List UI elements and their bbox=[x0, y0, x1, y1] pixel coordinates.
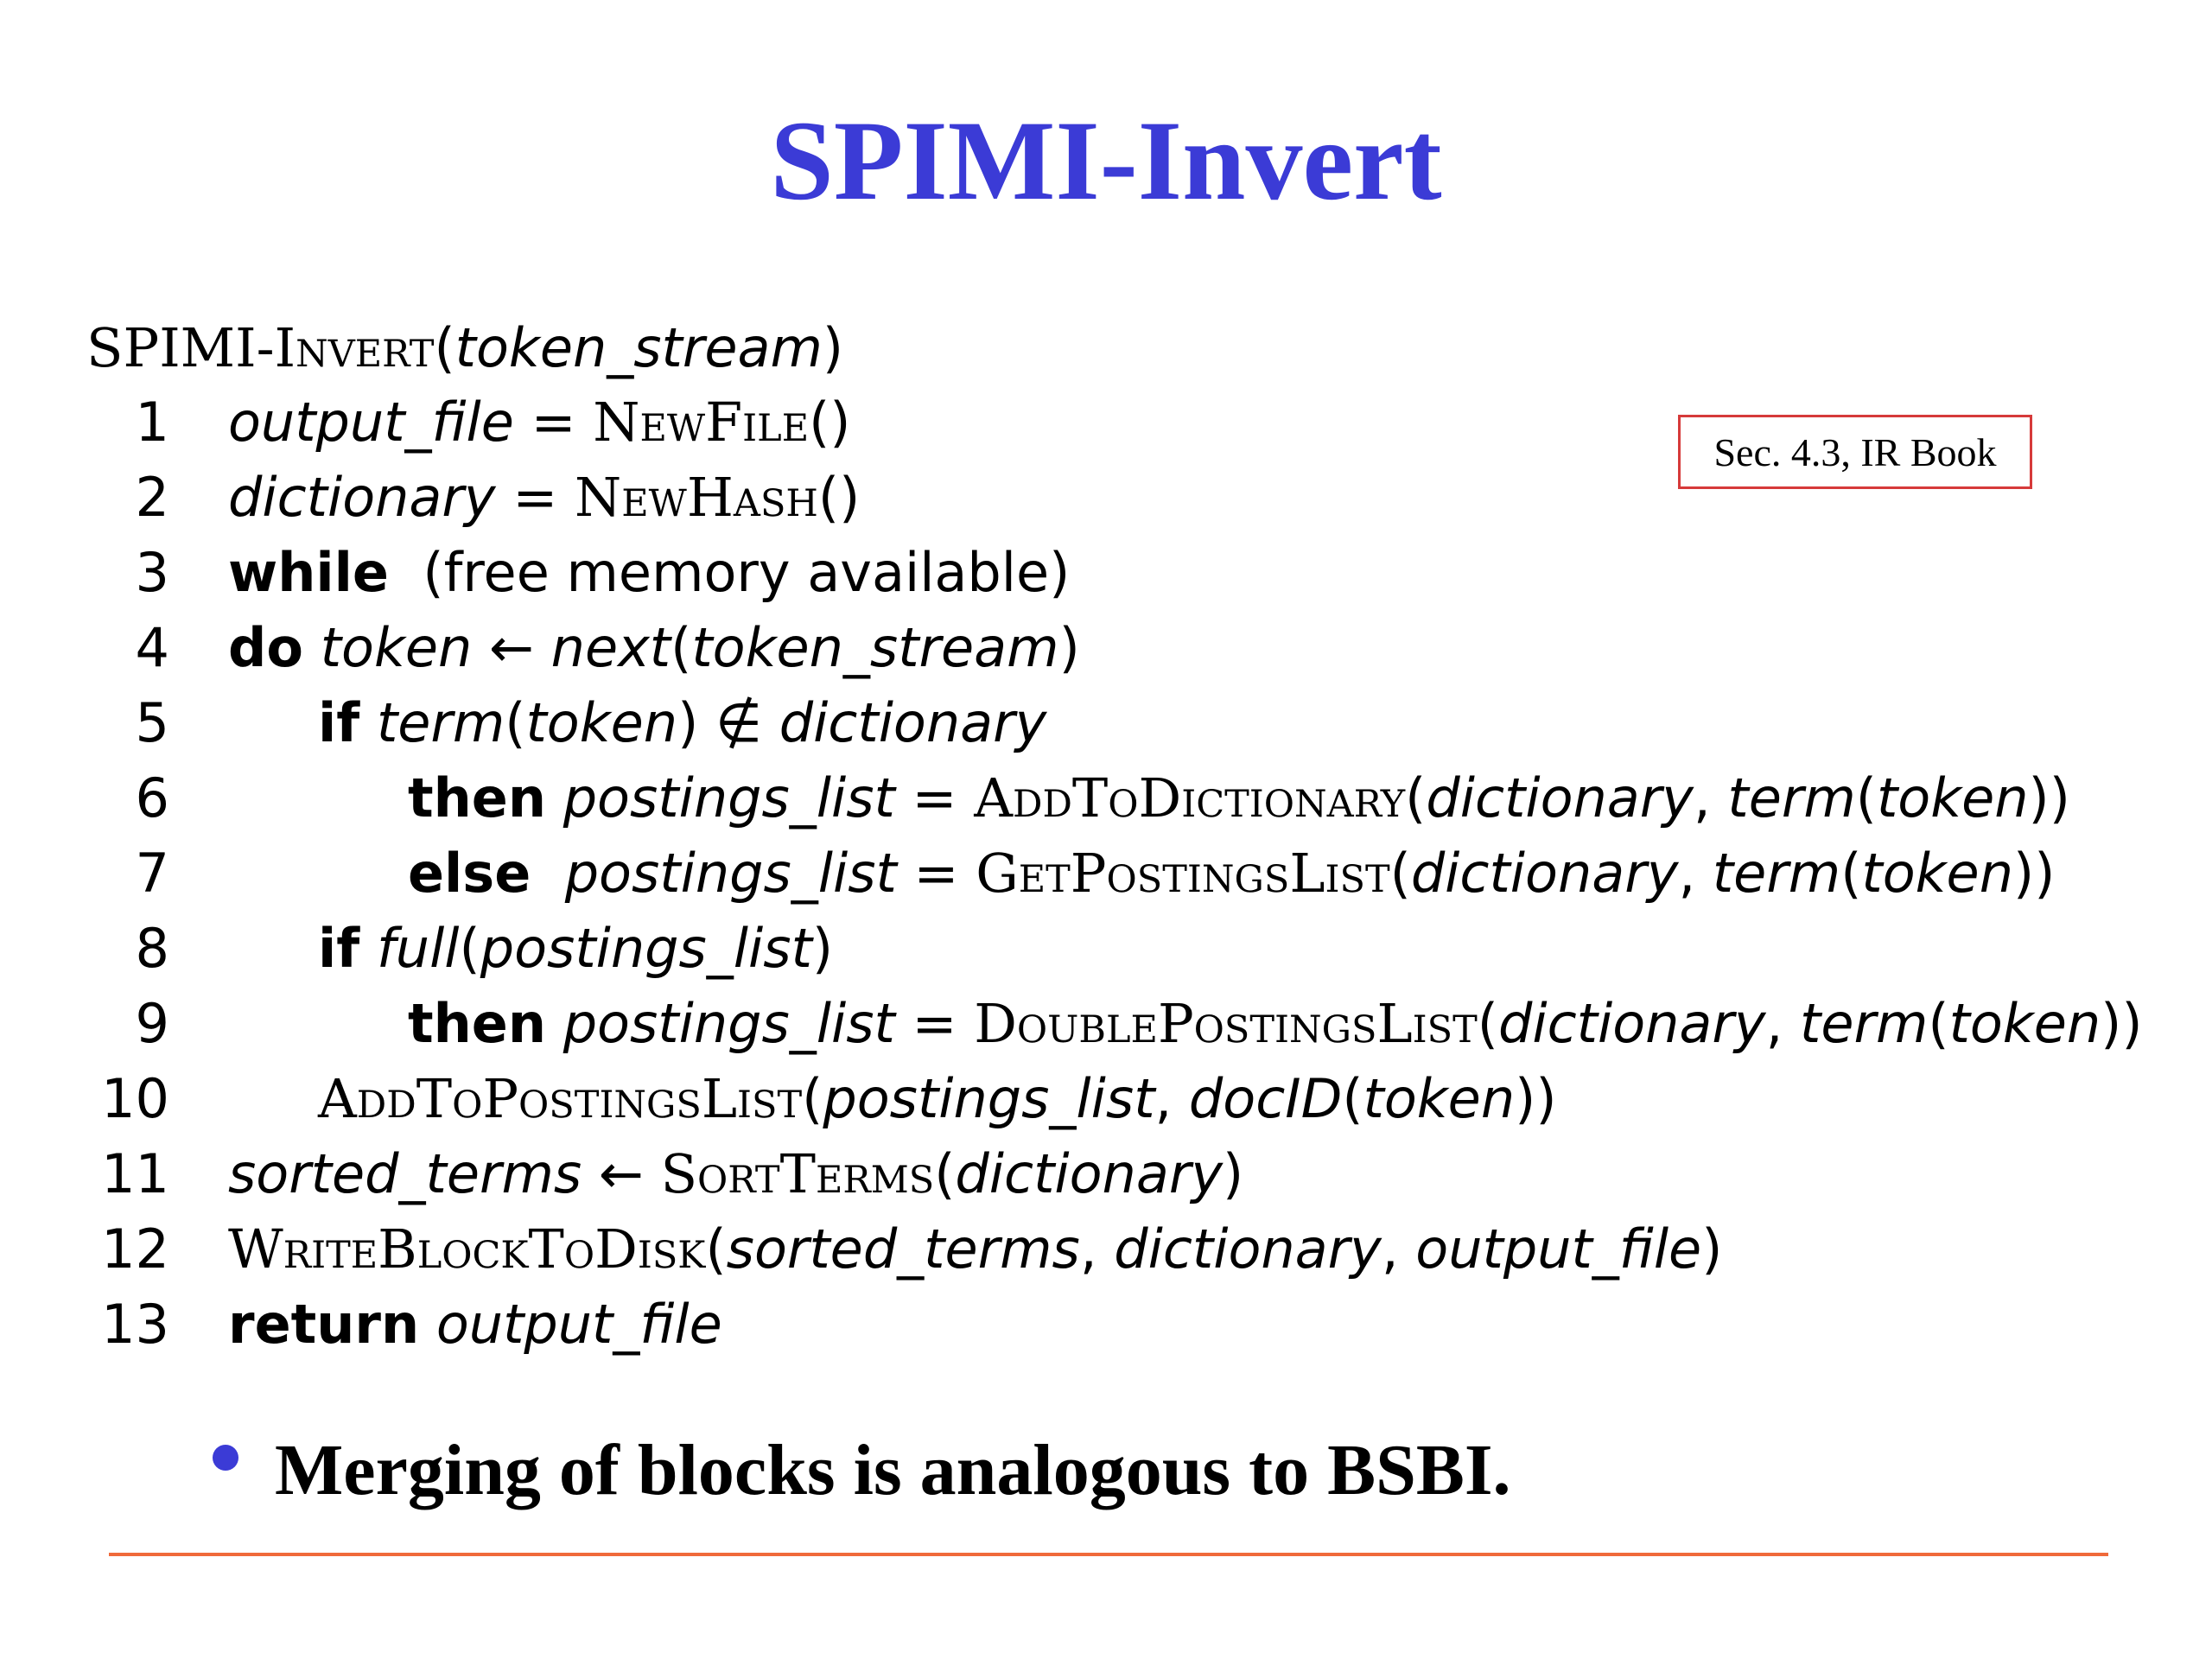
symbol: )) bbox=[2013, 842, 2056, 905]
slide-title: SPIMI-Invert bbox=[770, 97, 1442, 224]
procedure-argument: token_stream bbox=[454, 316, 823, 379]
variable: dictionary bbox=[1114, 1217, 1382, 1281]
function-name: SortTerms bbox=[660, 1142, 935, 1205]
symbol: ) bbox=[1058, 616, 1080, 679]
line-code bbox=[408, 987, 2143, 1061]
variable: postings_list bbox=[823, 1067, 1155, 1130]
line-code bbox=[228, 1287, 722, 1362]
line-code bbox=[228, 1137, 1243, 1211]
symbol: = bbox=[896, 842, 976, 905]
line-number: 7 bbox=[135, 842, 169, 905]
line-code bbox=[318, 1062, 1557, 1136]
algorithm-header bbox=[86, 311, 843, 385]
bullet-icon bbox=[213, 1445, 238, 1471]
symbol bbox=[303, 616, 321, 679]
variable: dictionary bbox=[1410, 842, 1679, 905]
keyword: else bbox=[408, 842, 531, 905]
open-paren: ( bbox=[434, 316, 455, 379]
line-number: 8 bbox=[135, 917, 169, 980]
variable: postings_list bbox=[564, 842, 897, 905]
symbol: ( bbox=[671, 616, 692, 679]
variable: next bbox=[550, 616, 671, 679]
line-code bbox=[228, 385, 850, 460]
symbol: , bbox=[1678, 842, 1713, 905]
variable: token bbox=[1363, 1067, 1516, 1130]
line-number: 1 bbox=[135, 391, 169, 454]
function-name: GetPostingsList bbox=[976, 842, 1390, 905]
function-name: WriteBlockToDisk bbox=[228, 1217, 706, 1281]
variable: postings_list bbox=[563, 992, 895, 1055]
line-number: 6 bbox=[135, 766, 169, 830]
line-code bbox=[318, 686, 1046, 760]
variable: full bbox=[376, 917, 460, 980]
variable: docID bbox=[1188, 1067, 1343, 1130]
symbol: , bbox=[1154, 1067, 1189, 1130]
variable: term bbox=[376, 691, 505, 754]
line-code bbox=[318, 912, 833, 986]
keyword: if bbox=[318, 691, 360, 754]
variable: token_stream bbox=[691, 616, 1059, 679]
variable: postings_list bbox=[480, 917, 812, 980]
symbol: ( bbox=[1477, 992, 1498, 1055]
symbol: ( bbox=[459, 917, 480, 980]
keyword: then bbox=[408, 992, 546, 1055]
reference-box bbox=[1678, 415, 2032, 489]
variable: output_file bbox=[1415, 1217, 1702, 1281]
symbol: ( bbox=[802, 1067, 823, 1130]
symbol: , bbox=[1693, 766, 1728, 830]
symbol: )) bbox=[2028, 766, 2070, 830]
keyword: do bbox=[228, 616, 303, 679]
variable: sorted_terms bbox=[726, 1217, 1080, 1281]
variable: dictionary bbox=[1426, 766, 1694, 830]
reference-label: Sec. 4.3, IR Book bbox=[1713, 429, 1997, 474]
variable: output_file bbox=[435, 1293, 722, 1356]
variable: term bbox=[1800, 992, 1929, 1055]
symbol: ← bbox=[472, 616, 551, 679]
close-paren: ) bbox=[822, 316, 844, 379]
variable: token bbox=[1948, 992, 2101, 1055]
variable: output_file bbox=[228, 391, 514, 454]
keyword: return bbox=[228, 1293, 420, 1356]
symbol: ( bbox=[1405, 766, 1427, 830]
line-code bbox=[408, 761, 2070, 836]
function-name: DoublePostingsList bbox=[974, 992, 1478, 1055]
symbol: ) bbox=[811, 917, 834, 980]
line-number: 3 bbox=[135, 541, 169, 604]
line-number: 13 bbox=[101, 1293, 169, 1356]
symbol: ) bbox=[1701, 1217, 1723, 1281]
symbol bbox=[546, 766, 563, 830]
line-number: 11 bbox=[101, 1142, 169, 1205]
symbol: ( bbox=[1855, 766, 1877, 830]
symbol: ( bbox=[505, 691, 526, 754]
symbol bbox=[531, 842, 564, 905]
symbol: = bbox=[894, 766, 975, 830]
variable: postings_list bbox=[563, 766, 895, 830]
function-name: AddToPostingsList bbox=[318, 1067, 803, 1130]
variable: sorted_terms bbox=[228, 1142, 582, 1205]
footer-rule bbox=[109, 1553, 2108, 1556]
symbol bbox=[359, 917, 377, 980]
symbol: , bbox=[1079, 1217, 1115, 1281]
symbol: ) ∉ bbox=[677, 691, 779, 754]
symbol: (free memory available) bbox=[388, 541, 1071, 604]
line-code bbox=[228, 1212, 1722, 1287]
symbol: ( bbox=[1840, 842, 1862, 905]
variable: token bbox=[1861, 842, 2013, 905]
function-name: NewHash bbox=[574, 466, 818, 529]
symbol: () bbox=[809, 391, 851, 454]
symbol bbox=[419, 1293, 436, 1356]
line-number: 5 bbox=[135, 691, 169, 754]
keyword: while bbox=[228, 541, 389, 604]
line-number: 12 bbox=[101, 1217, 169, 1281]
symbol: ( bbox=[1928, 992, 1949, 1055]
variable: dictionary bbox=[1497, 992, 1766, 1055]
line-number: 9 bbox=[135, 992, 169, 1055]
variable: token bbox=[320, 616, 473, 679]
keyword: then bbox=[408, 766, 546, 830]
symbol: = bbox=[894, 992, 975, 1055]
symbol bbox=[359, 691, 377, 754]
variable: dictionary bbox=[955, 1142, 1224, 1205]
symbol: () bbox=[817, 466, 861, 529]
variable: dictionary bbox=[779, 691, 1047, 754]
symbol: = bbox=[495, 466, 575, 529]
symbol: ← bbox=[582, 1142, 661, 1205]
symbol: , bbox=[1765, 992, 1801, 1055]
symbol: ) bbox=[1223, 1142, 1244, 1205]
variable: token bbox=[525, 691, 678, 754]
line-code bbox=[408, 836, 2055, 911]
symbol: ( bbox=[934, 1142, 956, 1205]
procedure-name: SPIMI-Invert bbox=[86, 316, 435, 379]
variable: term bbox=[1712, 842, 1841, 905]
line-code bbox=[228, 611, 1080, 685]
symbol: )) bbox=[2101, 992, 2143, 1055]
symbol: , bbox=[1381, 1217, 1416, 1281]
symbol bbox=[546, 992, 563, 1055]
function-name: NewFile bbox=[593, 391, 810, 454]
variable: dictionary bbox=[228, 466, 496, 529]
line-number: 4 bbox=[135, 616, 169, 679]
variable: term bbox=[1727, 766, 1856, 830]
symbol: ( bbox=[1342, 1067, 1363, 1130]
symbol: ( bbox=[1389, 842, 1411, 905]
keyword: if bbox=[318, 917, 360, 980]
line-code bbox=[228, 536, 1070, 610]
line-number: 10 bbox=[101, 1067, 169, 1130]
symbol: )) bbox=[1515, 1067, 1557, 1130]
function-name: AddToDictionary bbox=[974, 766, 1406, 830]
variable: token bbox=[1876, 766, 2029, 830]
bullet-text: Merging of blocks is analogous to BSBI. bbox=[275, 1430, 1511, 1510]
symbol: = bbox=[513, 391, 594, 454]
symbol: ( bbox=[705, 1217, 727, 1281]
line-number: 2 bbox=[135, 466, 169, 529]
line-code bbox=[228, 461, 860, 535]
